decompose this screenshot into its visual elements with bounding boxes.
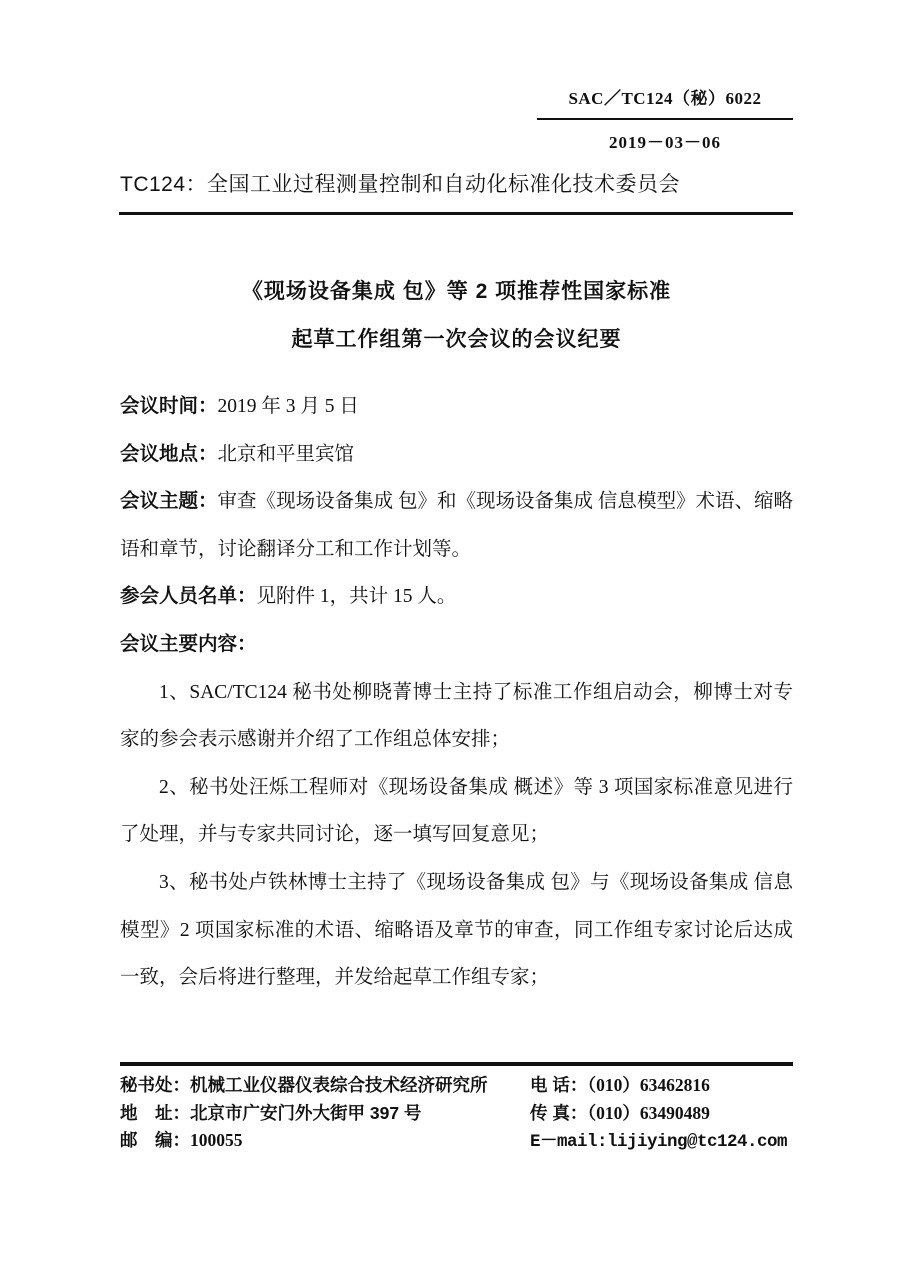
meeting-place-label: 会议地点：: [120, 442, 218, 465]
phone-label: 电 话：: [530, 1075, 588, 1095]
content-item-3: 3、秘书处卢铁林博士主持了《现场设备集成 包》与《现场设备集成 信息模型》2 项国家标准的术语、缩略语及章节的审查，同工作组专家讨论后达成一致，会后将进行整理，并发给起草工作组专家；: [120, 871, 793, 989]
email-row: [530, 1127, 793, 1157]
content-item-2: 2、秘书处汪烁工程师对《现场设备集成 概述》等 3 项国家标准意见进行了处理，并与专家共同讨论，逐一填写回复意见；: [120, 776, 793, 846]
attendees-row: [120, 573, 793, 621]
fax-value: （010）63490489: [587, 1102, 710, 1123]
postcode-value: 100055: [190, 1130, 243, 1150]
doc-reference-block: [537, 84, 793, 153]
doc-number: SAC／TC124（秘）6022: [568, 89, 762, 108]
footer-right-column: [530, 1072, 793, 1157]
header-divider: [119, 212, 793, 215]
phone-value: （010）63462816: [587, 1075, 710, 1095]
secretariat-row: [120, 1072, 530, 1100]
address-value: 北京市广安门外大街甲 397 号: [190, 1102, 422, 1123]
document-footer: [120, 1072, 793, 1157]
main-content-heading-row: [120, 621, 793, 669]
doc-date: 2019－03－06: [609, 133, 721, 152]
fax-row: [530, 1100, 793, 1128]
content-item-1: 1、SAC/TC124 秘书处柳晓菁博士主持了标准工作组启动会，柳博士对专家的参会表示感谢并介绍了工作组总体安排；: [120, 681, 793, 751]
secretariat-label: 秘书处：: [120, 1075, 190, 1095]
email-value: E－mail:lijiying@tc124.com: [530, 1132, 788, 1152]
footer-left-column: [120, 1072, 530, 1157]
meeting-topic-row: [120, 478, 793, 573]
meeting-time-label: 会议时间：: [120, 395, 218, 417]
document-body: [120, 383, 793, 1002]
title-line-2: 起草工作组第一次会议的会议纪要: [291, 328, 622, 351]
fax-label: 传 真：: [530, 1102, 588, 1123]
main-content-label: 会议主要内容：: [120, 632, 257, 655]
meeting-place-row: [120, 431, 793, 479]
secretariat-value: 机械工业仪器仪表综合技术经济研究所: [190, 1075, 488, 1095]
attendees-value: 见附件 1，共计 15 人。: [256, 586, 457, 608]
address-row: [120, 1100, 530, 1128]
attendees-label: 参会人员名单：: [120, 585, 257, 608]
address-label: 地 址：: [120, 1102, 190, 1123]
footer-divider: [120, 1062, 793, 1066]
title-line-1: 《现场设备集成 包》等 2 项推荐性国家标准: [241, 280, 672, 303]
meeting-time-value: 2019 年 3 月 5 日: [217, 396, 359, 417]
meeting-topic-value: 审查《现场设备集成 包》和《现场设备集成 信息模型》术语、缩略语和章节，讨论翻译分工和工作计划等。: [120, 491, 793, 560]
meeting-topic-label: 会议主题：: [120, 490, 218, 513]
postcode-label: 邮 编：: [120, 1130, 190, 1150]
committee-name: TC124：全国工业过程测量控制和自动化标准化技术委员会: [120, 173, 681, 196]
meeting-place-value: 北京和平里宾馆: [217, 443, 355, 465]
phone-row: [530, 1072, 793, 1100]
meeting-time-row: [120, 383, 793, 431]
postcode-row: [120, 1127, 530, 1155]
document-title: [120, 268, 793, 364]
